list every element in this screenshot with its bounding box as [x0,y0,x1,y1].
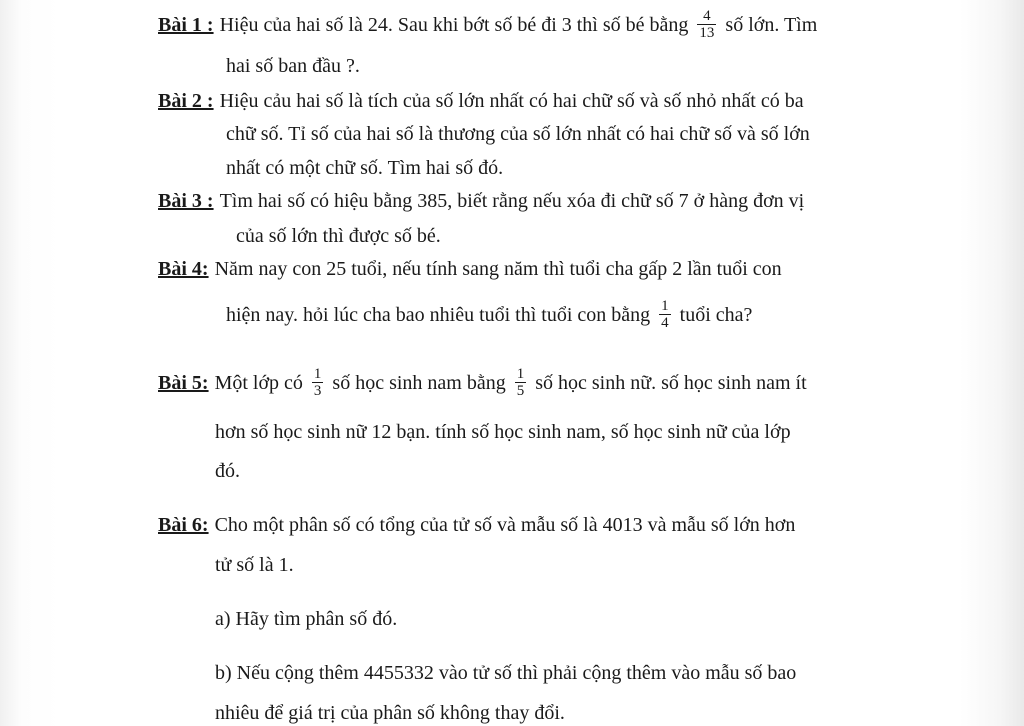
fraction-denominator: 5 [516,383,525,399]
problem-6-line-1 [158,513,795,537]
problem-3-text: Tìm hai số có hiệu bằng 385, biết rằng nếu xóa đi chữ số 7 ở hàng đơn vị [219,190,805,212]
problem-4-text: Năm nay con 25 tuổi, nếu tính sang năm thì tuổi cha gấp 2 lần tuổi con [214,258,782,280]
problem-6-line-2: tử số là 1. [215,554,294,576]
problem-1-fraction [697,8,716,41]
problem-1-line-1 [158,10,817,43]
problem-2-line-3: nhất có một chữ số. Tìm hai số đó. [226,157,504,179]
fraction-denominator: 13 [699,25,715,41]
problem-2-label: Bài 2 : [158,90,214,112]
problem-5-line-1 [158,368,807,401]
problem-1-line-2: hai số ban đầu ?. [226,55,360,77]
problem-5-label: Bài 5: [158,372,209,395]
problem-1-label: Bài 1 : [158,14,214,37]
problem-4-text-b: tuổi cha? [679,304,753,327]
fraction-numerator: 1 [516,366,525,382]
problem-5-fraction-2 [515,366,527,399]
problem-5-fraction-1 [312,366,324,399]
problem-5-text-b: số học sinh nam bằng [332,372,506,395]
fraction-denominator: 3 [313,383,322,399]
problem-2-line-1 [158,89,804,113]
problem-6-label: Bài 6: [158,514,209,536]
problem-2-line-2: chữ số. Tỉ số của hai số là thương của số lớn nhất có hai chữ số và số lớn [226,123,810,145]
problem-2-text: Hiệu cảu hai số là tích của số lớn nhất có hai chữ số và số nhỏ nhất có ba [219,90,804,112]
problem-4-line-1 [158,257,782,281]
problem-5-text-c: số học sinh nữ. số học sinh nam ít [535,372,807,395]
problem-3-line-2: của số lớn thì được số bé. [236,225,441,247]
problem-6-part-b-line-2: nhiêu để giá trị của phân số không thay đổi. [215,702,565,724]
problem-3-label: Bài 3 : [158,190,214,212]
problem-4-line-2 [226,300,752,333]
problem-4-fraction [659,298,671,331]
fraction-numerator: 4 [697,8,716,25]
problem-1-text-b: số lớn. Tìm [725,14,818,37]
problem-1-text-a: Hiệu của hai số là 24. Sau khi bớt số bé đi 3 thì số bé bằng [219,14,689,37]
problem-6-part-b-line-1: b) Nếu cộng thêm 4455332 vào tử số thì phải cộng thêm vào mẫu số bao [215,662,797,684]
problem-5-line-2: hơn số học sinh nữ 12 bạn. tính số học sinh nam, số học sinh nữ của lớp [215,421,791,443]
problem-4-text-a: hiện nay. hỏi lúc cha bao nhiêu tuổi thì tuổi con bằng [226,304,651,327]
problem-6-text: Cho một phân số có tổng của tử số và mẫu số là 4013 và mẫu số lớn hơn [214,514,796,536]
fraction-numerator: 1 [313,366,322,382]
problem-3-line-1 [158,189,804,213]
fraction-numerator: 1 [661,298,669,314]
problem-6-part-a: a) Hãy tìm phân số đó. [215,608,398,630]
problem-5-line-3: đó. [215,460,240,482]
problem-4-label: Bài 4: [158,258,209,280]
fraction-denominator: 4 [661,315,669,331]
problem-5-text-a: Một lớp có [214,372,303,395]
